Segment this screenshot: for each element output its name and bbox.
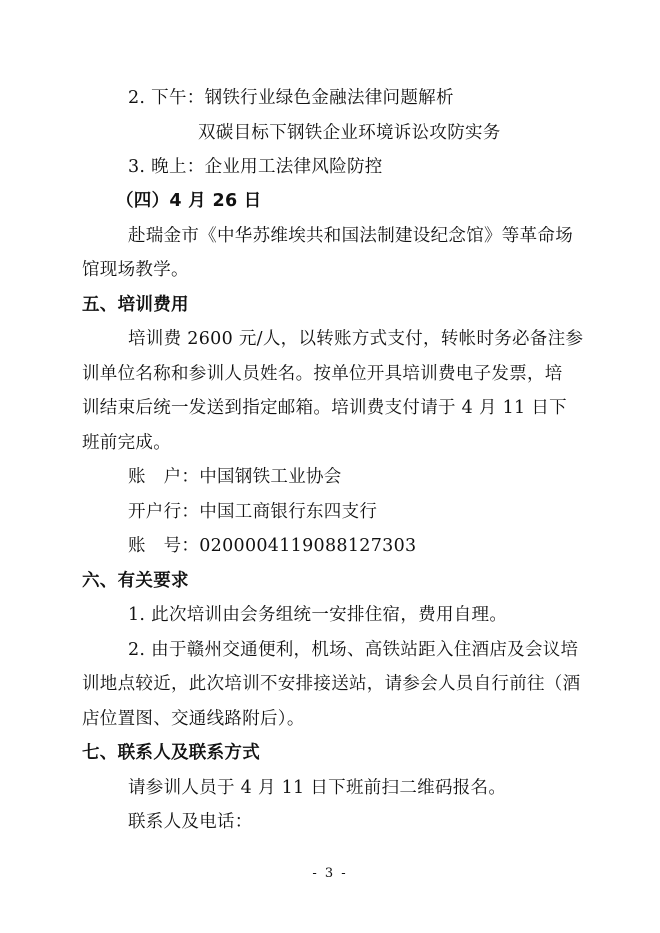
- page-number: - 3 -: [312, 866, 348, 881]
- requirements-item-2-line-1: 2. 由于赣州交通便利，机场、高铁站距入住酒店及会议培: [128, 640, 579, 660]
- requirements-item-1: 1. 此次培训由会务组统一安排住宿，费用自理。: [128, 605, 508, 625]
- bank-label: 开户行：: [128, 502, 200, 522]
- fees-line-1: 培训费 2600 元/人，以转账方式支付，转帐时务必备注参: [128, 329, 584, 349]
- account-name: 中国钢铁工业协会: [199, 467, 342, 487]
- fees-line-3: 训结束后统一发送到指定邮箱。培训费支付请于 4 月 11 日下: [82, 398, 567, 418]
- evening-label: 3. 晚上：: [128, 157, 205, 177]
- afternoon-item-1: 钢铁行业绿色金融法律问题解析: [204, 88, 454, 108]
- requirements-item-2-line-3: 店位置图、交通线路附后）。: [82, 709, 305, 729]
- contact-line-1: 请参训人员于 4 月 11 日下班前扫二维码报名。: [128, 778, 507, 798]
- day4-text-line-1: 赴瑞金市《中华苏维埃共和国法制建设纪念馆》等革命场: [128, 226, 573, 246]
- fees-line-2: 训单位名称和参训人员姓名。按单位开具培训费电子发票，培: [82, 364, 563, 384]
- account-number-label: 账 号：: [128, 536, 200, 556]
- requirements-heading: 六、有关要求: [82, 571, 189, 591]
- requirements-item-2-line-2: 训地点较近，此次培训不安排接送站，请参会人员自行前往（酒: [82, 674, 581, 694]
- afternoon-item-2: 双碳目标下钢铁企业环境诉讼攻防实务: [198, 123, 501, 143]
- fees-heading: 五、培训费用: [82, 295, 189, 315]
- evening-line: [128, 155, 628, 179]
- afternoon-line-1: [128, 86, 628, 110]
- day4-text-line-2: 馆现场教学。: [82, 260, 189, 280]
- bank-name: 中国工商银行东四支行: [199, 502, 378, 522]
- contact-line-2: 联系人及电话：: [128, 812, 253, 832]
- account-number-line: [128, 534, 628, 558]
- evening-item: 企业用工法律风险防控: [204, 157, 383, 177]
- contact-heading: 七、联系人及联系方式: [82, 743, 260, 763]
- account-name-line: [128, 465, 628, 489]
- fees-line-4: 班前完成。: [82, 433, 171, 453]
- afternoon-label: 2. 下午：: [128, 88, 205, 108]
- account-number: 0200004119088127303: [199, 536, 417, 556]
- account-name-label: 账 户：: [128, 467, 200, 487]
- day4-heading: （四）4 月 26 日: [116, 191, 262, 211]
- bank-line: [128, 500, 628, 524]
